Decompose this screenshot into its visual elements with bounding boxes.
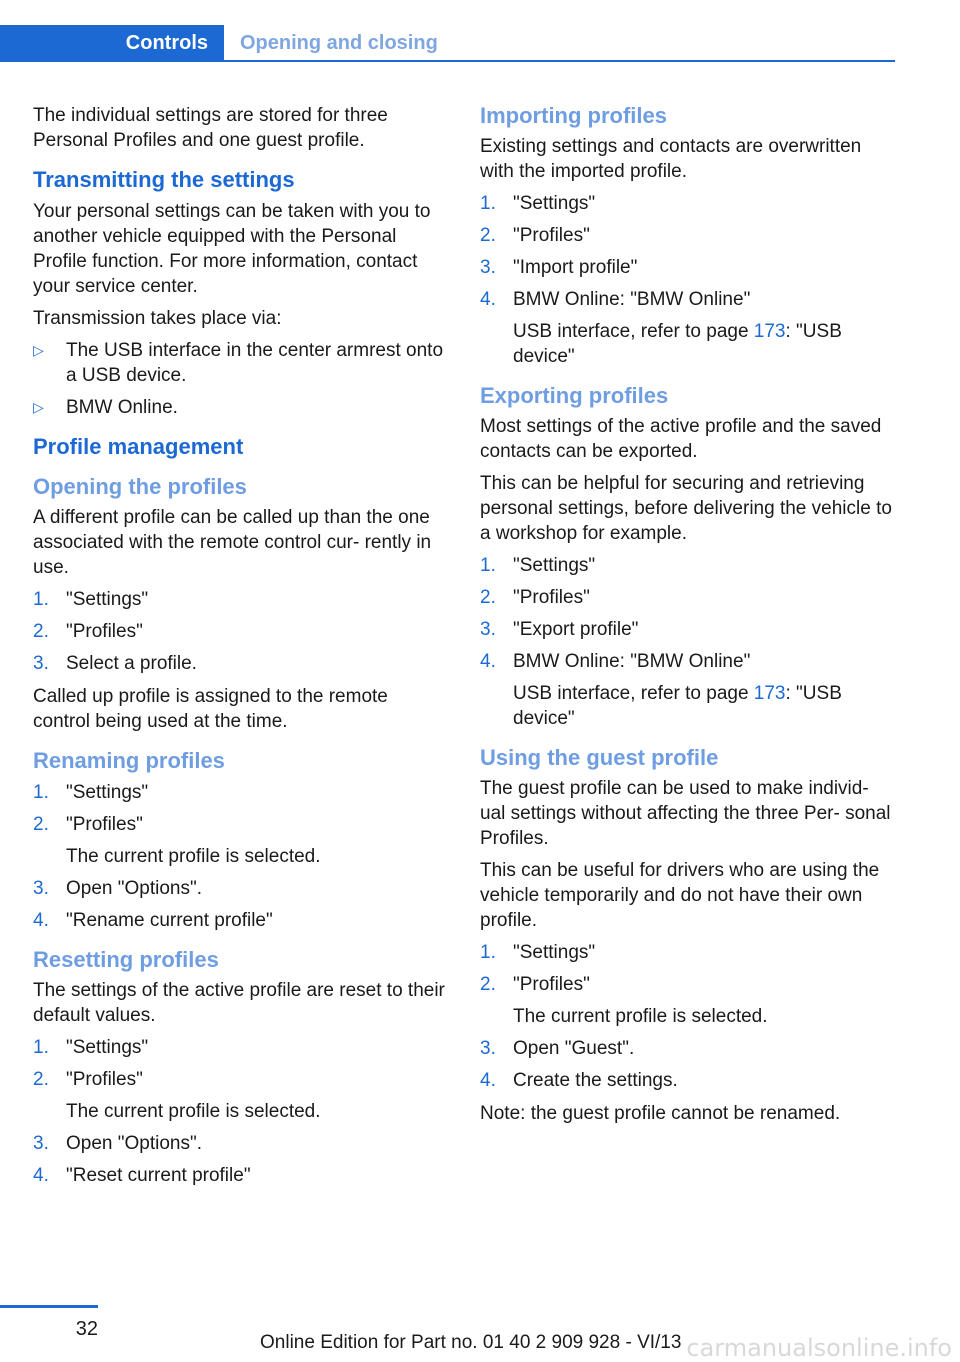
list-item: 1. "Settings": [33, 782, 149, 803]
list-item: 1. "Settings": [480, 555, 596, 576]
edition-text: Online Edition for Part no. 01 40 2 909 928 - VI/13: [260, 1332, 682, 1353]
heading-opening-profiles: Opening the profiles: [33, 474, 247, 499]
opening-after-text: Called up profile is assigned to the remote control being used at the time.: [33, 686, 388, 732]
transmitting-text: Your personal settings can be taken with you to another vehicle equipped with the Personal Profile function. For more information, contact your service center.: [33, 201, 431, 297]
list-item: 3. Open "Guest".: [480, 1038, 635, 1059]
guest-text-1: The guest profile can be used to make individ- ual settings without affecting the three Per- sonal Profiles.: [480, 778, 891, 849]
exporting-steps: [480, 553, 892, 731]
watermark: carmanualsonline.info: [686, 1334, 952, 1362]
list-item: 2. "Profiles" The current profile is selected.: [33, 1069, 321, 1122]
left-column: [33, 103, 445, 1196]
page-link[interactable]: 173: [753, 321, 786, 342]
heading-guest-profile: Using the guest profile: [480, 745, 719, 770]
exporting-text-2: This can be helpful for securing and retrieving personal settings, before delivering the vehicle to a workshop for example.: [480, 473, 892, 544]
resetting-steps: [33, 1035, 445, 1188]
opening-steps: [33, 587, 445, 676]
list-item: 3. "Import profile": [480, 257, 638, 278]
list-item: 4. "Rename current profile": [33, 910, 273, 931]
list-item: 3. Select a profile.: [33, 653, 197, 674]
list-item: ▷ BMW Online.: [33, 397, 178, 418]
page-header: [0, 25, 895, 62]
footer-divider: [0, 1305, 98, 1308]
transmission-via: Transmission takes place via:: [33, 308, 282, 329]
list-item: 3. Open "Options".: [33, 878, 203, 899]
renaming-steps: [33, 780, 445, 933]
list-item: 3. Open "Options".: [33, 1133, 203, 1154]
exporting-text-1: Most settings of the active profile and the saved contacts can be exported.: [480, 416, 882, 462]
importing-steps: [480, 191, 892, 369]
list-item: 1. "Settings": [33, 589, 149, 610]
importing-text: Existing settings and contacts are overwritten with the imported profile.: [480, 136, 862, 182]
guest-note: Note: the guest profile cannot be renamed.: [480, 1103, 841, 1124]
section-tab-opening-closing[interactable]: Opening and closing: [240, 32, 438, 54]
list-item: 4. "Reset current profile": [33, 1165, 251, 1186]
list-item: 4. Create the settings.: [480, 1070, 678, 1091]
triangle-bullet-icon: ▷: [33, 399, 44, 415]
right-column: [480, 103, 892, 1133]
section-tab-controls[interactable]: Controls: [0, 25, 224, 62]
list-item: 4. BMW Online: "BMW Online" USB interface, refer to page 173: "USB device": [480, 651, 842, 729]
list-item: 1. "Settings": [480, 193, 596, 214]
list-item: 2. "Profiles" The current profile is selected.: [480, 974, 768, 1027]
opening-text: A different profile can be called up than the one associated with the remote control cur- rently in use.: [33, 507, 432, 578]
list-item: 4. BMW Online: "BMW Online" USB interface, refer to page 173: "USB device": [480, 289, 842, 367]
heading-resetting-profiles: Resetting profiles: [33, 947, 219, 972]
list-item: 2. "Profiles": [480, 587, 590, 608]
list-item: 1. "Settings": [33, 1037, 149, 1058]
page-number: 32: [75, 1318, 98, 1340]
list-item: 1. "Settings": [480, 942, 596, 963]
heading-transmitting: Transmitting the settings: [33, 167, 295, 192]
heading-profile-management: Profile management: [33, 434, 244, 459]
list-item: 2. "Profiles": [480, 225, 590, 246]
list-item: ▷ The USB interface in the center armrest onto a USB device.: [33, 340, 444, 386]
list-item: 2. "Profiles" The current profile is selected.: [33, 814, 321, 867]
heading-renaming-profiles: Renaming profiles: [33, 748, 225, 773]
heading-importing-profiles: Importing profiles: [480, 103, 667, 128]
triangle-bullet-icon: ▷: [33, 342, 44, 358]
guest-text-2: This can be useful for drivers who are using the vehicle temporarily and do not have their own profile.: [480, 860, 880, 931]
heading-exporting-profiles: Exporting profiles: [480, 383, 669, 408]
resetting-text: The settings of the active profile are reset to their default values.: [33, 980, 445, 1026]
intro-text: The individual settings are stored for three Personal Profiles and one guest profile.: [33, 105, 388, 151]
transmission-list: [33, 338, 445, 420]
list-item: 3. "Export profile": [480, 619, 639, 640]
header-divider: [224, 60, 895, 62]
guest-steps: [480, 940, 892, 1093]
page-link[interactable]: 173: [753, 683, 786, 704]
list-item: 2. "Profiles": [33, 621, 143, 642]
